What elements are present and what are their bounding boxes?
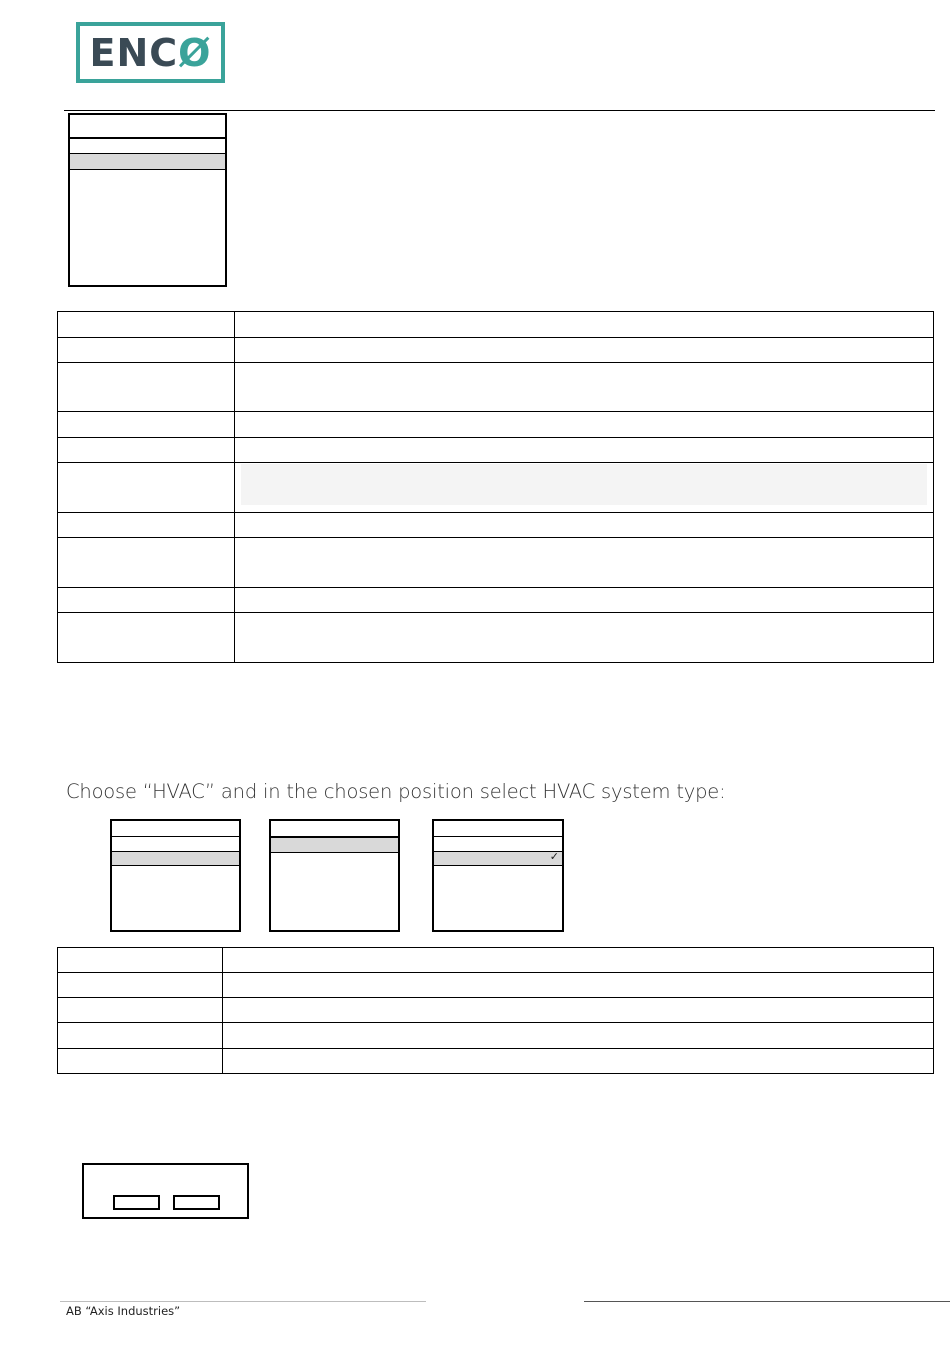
table-cell	[58, 438, 235, 463]
table-cell	[235, 538, 934, 588]
table-cell	[58, 1049, 223, 1074]
table-cell	[223, 1049, 934, 1074]
menu-item-selected[interactable]	[70, 154, 225, 170]
table-cell	[235, 412, 934, 438]
table-cell	[235, 363, 934, 412]
table-row	[58, 588, 934, 613]
table-row	[58, 948, 934, 973]
menu-title-bar	[112, 821, 239, 837]
menu-item-selected[interactable]	[112, 852, 239, 866]
table-cell	[58, 363, 235, 412]
table-row	[58, 513, 934, 538]
table-cell	[235, 438, 934, 463]
table-cell	[58, 973, 223, 998]
instruction-text: Choose “HVAC” and in the chosen position select HVAC system type:	[66, 780, 726, 803]
hvac-table	[57, 947, 934, 1074]
table-cell	[235, 613, 934, 663]
menu-title-bar	[434, 821, 562, 837]
footer-divider-right	[584, 1301, 950, 1302]
table-row	[58, 998, 934, 1023]
menu-item[interactable]	[434, 837, 562, 852]
dialog-button-left[interactable]	[113, 1195, 160, 1210]
menu-title-bar	[70, 115, 225, 139]
table-cell	[223, 1023, 934, 1049]
hvac-menu-screen-3	[432, 819, 564, 932]
table-row	[58, 1023, 934, 1049]
table-row	[58, 412, 934, 438]
table-cell	[223, 948, 934, 973]
table-row	[58, 1049, 934, 1074]
table-row	[58, 538, 934, 588]
menu-title-bar	[271, 821, 398, 838]
check-icon: ✓	[549, 850, 559, 863]
table-row	[58, 613, 934, 663]
table-row	[58, 338, 934, 363]
logo-wordmark: ENCØ	[89, 30, 212, 75]
device-menu-screen	[68, 113, 227, 287]
table-row	[58, 463, 934, 513]
table-cell	[223, 973, 934, 998]
table-cell	[58, 948, 223, 973]
table-cell	[58, 513, 235, 538]
table-cell	[235, 312, 934, 338]
header-divider	[64, 110, 935, 111]
table-cell	[58, 588, 235, 613]
table-cell	[58, 1023, 223, 1049]
settings-table	[57, 311, 934, 663]
table-cell	[235, 338, 934, 363]
menu-item[interactable]	[70, 139, 225, 154]
table-cell	[235, 513, 934, 538]
footer-company: AB “Axis Industries”	[66, 1304, 181, 1318]
table-cell	[58, 338, 235, 363]
footer-divider-left	[60, 1301, 426, 1302]
table-cell	[58, 463, 235, 513]
table-cell	[235, 588, 934, 613]
menu-item-selected[interactable]	[434, 852, 562, 866]
table-cell	[58, 538, 235, 588]
table-cell	[58, 412, 235, 438]
table-row	[58, 438, 934, 463]
table-cell	[58, 998, 223, 1023]
shaded-block	[241, 464, 927, 505]
menu-item-selected[interactable]	[271, 838, 398, 853]
enco-logo	[76, 22, 225, 83]
hvac-menu-screen-1	[110, 819, 241, 932]
table-cell-shaded	[235, 463, 934, 513]
table-cell	[58, 613, 235, 663]
table-row	[58, 973, 934, 998]
confirm-dialog-screen	[82, 1163, 249, 1219]
table-cell	[223, 998, 934, 1023]
hvac-menu-screen-2	[269, 819, 400, 932]
menu-item[interactable]	[112, 837, 239, 852]
table-row	[58, 312, 934, 338]
dialog-button-right[interactable]	[173, 1195, 220, 1210]
table-cell	[58, 312, 235, 338]
table-row	[58, 363, 934, 412]
logo-slash-glyph: Ø	[178, 30, 212, 75]
